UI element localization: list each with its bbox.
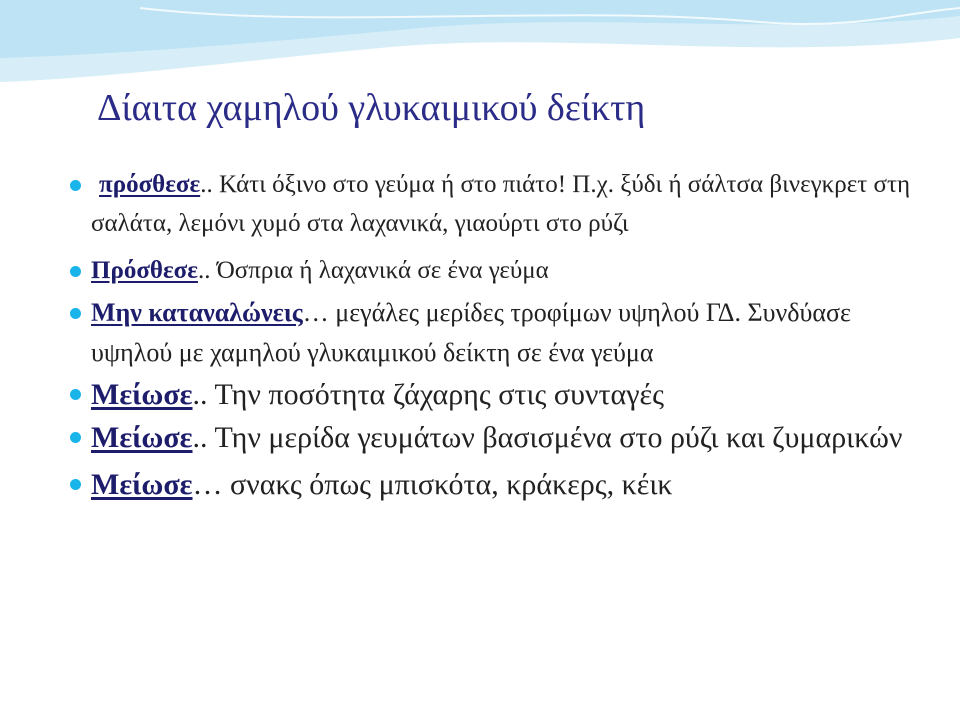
bullet-item: [70, 466, 925, 503]
bullet-dot-icon: [70, 308, 81, 319]
header-wave-decoration: [0, 0, 960, 95]
bullet-keyword: Μείωσε: [91, 420, 193, 454]
bullet-dot-icon: [70, 432, 81, 443]
bullet-keyword: Μείωσε: [91, 467, 193, 501]
bullet-dot-icon: [70, 479, 81, 490]
bullet-item: [70, 419, 925, 456]
bullet-item: [70, 252, 925, 291]
bullet-list: [70, 166, 925, 503]
bullet-dot-icon: [70, 389, 81, 400]
bullet-item: [70, 376, 925, 413]
bullet-text: .. Κάτι όξινο στο γεύμα ή στο πιάτο! Π.χ. ξύδι ή σάλτσα βινεγκρετ στη σαλάτα, λεμόνι χυμό στα λαχανικά, γιαούρτι στο ρύζι: [91, 171, 911, 237]
bullet-keyword: Μείωσε: [91, 377, 193, 411]
bullet-text: .. Όσπρια ή λαχανικά σε ένα γεύμα: [197, 257, 549, 284]
bullet-text: … μεγάλες μερίδες τροφίμων υψηλού ΓΔ. Συνδύασε υψηλού με χαμηλού γλυκαιμικού δείκτη σε ένα γεύμα: [91, 297, 851, 367]
slide-title: Δίαιτα χαμηλού γλυκαιμικού δείκτη: [97, 87, 646, 129]
bullet-dot-icon: [70, 266, 81, 277]
bullet-keyword: Πρόσθεσε: [91, 257, 198, 284]
bullet-text: .. Την ποσότητα ζάχαρης στις συνταγές: [192, 377, 665, 411]
bullet-item: [70, 293, 925, 373]
bullet-dot-icon: [70, 180, 81, 191]
bullet-text: .. Την μερίδα γευμάτων βασισμένα στο ρύζι και ζυμαρικών: [192, 420, 903, 454]
bullet-keyword: πρόσθεσε: [99, 171, 201, 198]
bullet-keyword: Μην καταναλώνεις: [91, 297, 303, 327]
bullet-item: [70, 166, 925, 243]
bullet-text: … σνακς όπως μπισκότα, κράκερς, κέικ: [192, 467, 673, 501]
